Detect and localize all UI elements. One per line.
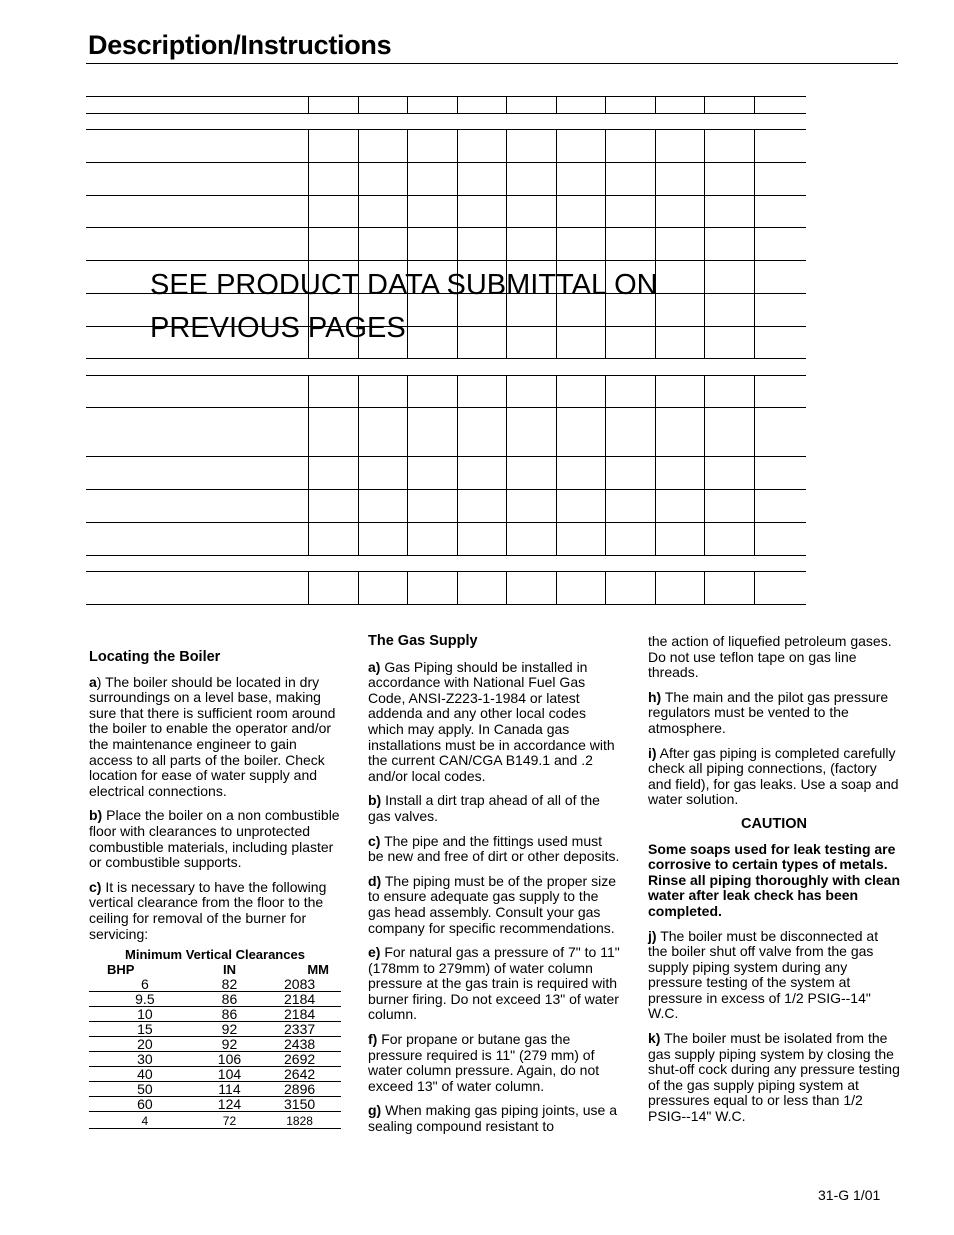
cell-bhp: 20 <box>89 1037 201 1052</box>
gas-label-d: d) <box>368 872 382 889</box>
cell-bhp: 4 <box>89 1112 201 1129</box>
column-gas-supply <box>368 634 620 1144</box>
grid-row-line <box>86 162 806 163</box>
table-row <box>89 1067 341 1082</box>
grid-column-line <box>506 571 507 604</box>
gas-paragraph-f <box>368 1032 620 1094</box>
cell-bhp: 15 <box>89 1022 201 1037</box>
cell-in: 86 <box>201 992 258 1007</box>
gas-label-k: k) <box>648 1030 661 1047</box>
gas-text-c: The pipe and the fittings used must be new and free of dirt or other deposits. <box>368 832 620 865</box>
grid-column-line <box>704 129 705 358</box>
cell-in: 114 <box>201 1082 258 1097</box>
cell-bhp: 50 <box>89 1082 201 1097</box>
grid-row-line <box>86 489 806 490</box>
table-row <box>89 1052 341 1067</box>
grid-column-line <box>556 96 557 113</box>
grid-column-line <box>655 571 656 604</box>
gas-label-i: i) <box>648 744 657 761</box>
paragraph-b <box>89 808 341 870</box>
label-b: b) <box>89 807 103 824</box>
grid-row-line <box>86 604 806 605</box>
grid-column-line <box>457 96 458 113</box>
col-header-mm: MM <box>307 962 329 978</box>
grid-column-line <box>754 571 755 604</box>
cell-mm: 2184 <box>258 992 341 1007</box>
gas-label-a: a) <box>368 658 381 675</box>
column-locating-boiler <box>89 650 341 1129</box>
grid-column-line <box>407 571 408 604</box>
gas-paragraph-j <box>648 929 900 1023</box>
grid-column-line <box>308 375 309 555</box>
grid-column-line <box>704 375 705 555</box>
table-row <box>89 1097 341 1112</box>
grid-row-line <box>86 555 806 556</box>
gas-text-f: For propane or butane gas the pressure required is 11" (279 mm) of water column pressure. Again, do not exceed 13" of water column. <box>368 1031 600 1094</box>
grid-column-line <box>754 96 755 113</box>
cell-bhp: 9.5 <box>89 992 201 1007</box>
cell-in: 86 <box>201 1007 258 1022</box>
caution-text-bold: Some soaps used for leak testing are corrosive to certain types of metals. Rinse all piping thoroughly with clean water after leak check has been completed. <box>648 840 901 919</box>
table-row <box>89 1037 341 1052</box>
grid-row-line <box>86 227 806 228</box>
gas-text-a: Gas Piping should be installed in accordance with National Fuel Gas Code, ANSI-Z223-1-1984 or latest addenda and any other local codes which may apply. In Canada gas installations must be in accordance with the current CAN/CGA B149.1 and .2 and/or local codes. <box>368 658 615 784</box>
watermark-line-2: PREVIOUS PAGES <box>150 312 406 344</box>
gas-paragraph-c <box>368 834 620 865</box>
cell-mm: 2896 <box>258 1082 341 1097</box>
table-row <box>89 1022 341 1037</box>
cell-mm: 2184 <box>258 1007 341 1022</box>
page-footer: 31-G 1/01 <box>818 1187 881 1203</box>
gas-paragraph-e <box>368 945 620 1023</box>
clearance-table <box>89 948 341 1129</box>
grid-column-line <box>556 375 557 555</box>
column-gas-supply-continued <box>648 634 900 1134</box>
gas-label-f: f) <box>368 1031 378 1048</box>
gas-paragraph-i <box>648 746 900 808</box>
page-title: Description/Instructions <box>88 30 392 60</box>
gas-paragraph-d <box>368 874 620 936</box>
title-rule <box>86 63 898 64</box>
cell-in: 72 <box>201 1112 258 1129</box>
gas-label-b: b) <box>368 792 382 809</box>
cell-mm: 3150 <box>258 1097 341 1112</box>
cell-mm: 2692 <box>258 1052 341 1067</box>
caution-text <box>648 842 900 920</box>
cell-in: 92 <box>201 1037 258 1052</box>
grid-column-line <box>358 96 359 113</box>
watermark-notice <box>150 264 658 350</box>
table-row <box>89 992 341 1007</box>
table-row <box>89 1007 341 1022</box>
grid-column-line <box>506 96 507 113</box>
grid-row-line <box>86 195 806 196</box>
section-heading-gas-supply: The Gas Supply <box>368 633 478 649</box>
grid-column-line <box>358 375 359 555</box>
gas-label-h: h) <box>648 688 662 705</box>
grid-column-line <box>655 96 656 113</box>
cell-bhp: 10 <box>89 1007 201 1022</box>
gas-paragraph-b <box>368 793 620 824</box>
cell-bhp: 60 <box>89 1097 201 1112</box>
watermark-line-1: SEE PRODUCT DATA SUBMITTAL ON <box>150 269 658 301</box>
grid-row-line <box>86 358 806 359</box>
grid-row-line <box>86 129 806 130</box>
table-row <box>89 1112 341 1129</box>
cell-in: 106 <box>201 1052 258 1067</box>
cell-bhp: 6 <box>89 977 201 992</box>
grid-column-line <box>704 96 705 113</box>
cell-bhp: 40 <box>89 1067 201 1082</box>
cell-mm: 2337 <box>258 1022 341 1037</box>
clearance-table-caption: Minimum Vertical Clearances <box>125 947 305 963</box>
grid-column-line <box>754 129 755 358</box>
text-b: Place the boiler on a non combustible floor with clearances to unprotected combustible materials, including plaster or combustible supports. <box>89 807 340 871</box>
grid-row-line <box>86 571 806 572</box>
grid-column-line <box>506 375 507 555</box>
grid-row-line <box>86 260 806 261</box>
label-c: c) <box>89 878 102 895</box>
cell-in: 92 <box>201 1022 258 1037</box>
cell-mm: 1828 <box>258 1112 341 1129</box>
gas-paragraph-h <box>648 690 900 737</box>
grid-row-line <box>86 407 806 408</box>
cell-bhp: 30 <box>89 1052 201 1067</box>
grid-column-line <box>655 375 656 555</box>
blank-spec-grid <box>86 96 806 605</box>
gas-label-e: e) <box>368 944 381 961</box>
gas-paragraph-g-continued: the action of liquefied petroleum gases. Do not use teflon tape on gas line threads. <box>648 633 892 681</box>
gas-label-j: j) <box>648 927 657 944</box>
cell-mm: 2083 <box>258 977 341 992</box>
gas-text-k: The boiler must be isolated from the gas supply piping system by closing the shut-off cock during any pressure testing of the gas supply piping system at pressures equal to or less than 1/2 PSIG--14" W.C. <box>648 1030 900 1125</box>
grid-column-line <box>457 571 458 604</box>
gas-text-g: When making gas piping joints, use a sealing compound resistant to <box>368 1102 618 1135</box>
col-header-in: IN <box>222 962 236 978</box>
cell-mm: 2642 <box>258 1067 341 1082</box>
cell-mm: 2438 <box>258 1037 341 1052</box>
table-row <box>89 1082 341 1097</box>
grid-row-line <box>86 522 806 523</box>
grid-column-line <box>457 375 458 555</box>
gas-text-h: The main and the pilot gas pressure regulators must be vented to the atmosphere. <box>648 688 889 736</box>
grid-row-line <box>86 375 806 376</box>
grid-column-line <box>605 96 606 113</box>
grid-column-line <box>308 96 309 113</box>
gas-paragraph-g <box>368 1103 620 1134</box>
section-heading-locating: Locating the Boiler <box>89 649 221 665</box>
grid-column-line <box>605 571 606 604</box>
gas-text-j: The boiler must be disconnected at the boiler shut off valve from the gas supply piping system during any pressure testing of the system at pressure in excess of 1/2 PSIG--14" W.C. <box>648 927 879 1022</box>
grid-column-line <box>407 375 408 555</box>
grid-column-line <box>308 571 309 604</box>
grid-column-line <box>754 375 755 555</box>
grid-row-line <box>86 456 806 457</box>
cell-in: 104 <box>201 1067 258 1082</box>
cell-in: 82 <box>201 977 258 992</box>
grid-column-line <box>407 96 408 113</box>
paragraph-c <box>89 880 341 942</box>
gas-text-d: The piping must be of the proper size to ensure adequate gas supply to the gas head assembly. Consult your gas company for specific recommendations. <box>368 872 616 936</box>
grid-column-line <box>556 571 557 604</box>
grid-row-line <box>86 96 806 97</box>
gas-label-g: g) <box>368 1102 382 1119</box>
text-c: It is necessary to have the following vertical clearance from the floor to the ceiling for removal of the burner for servicing: <box>89 878 327 942</box>
gas-label-c: c) <box>368 832 381 849</box>
text-a: ) The boiler should be located in dry surroundings on a level base, making sure that there is sufficient room around the boiler to enable the operator and/or the maintenance engineer to gain access to all parts of the boiler. Check location for ease of water supply and electrical connections. <box>89 673 336 799</box>
grid-column-line <box>605 375 606 555</box>
gas-paragraph-k <box>648 1031 900 1125</box>
gas-text-b: Install a dirt trap ahead of all of the gas valves. <box>368 792 600 824</box>
grid-column-line <box>358 571 359 604</box>
gas-text-i: After gas piping is completed carefully check all piping connections, (factory and field), for gas leaks. Use a soap and water solution. <box>648 744 899 808</box>
gas-text-e: For natural gas a pressure of 7" to 11" (178mm to 279mm) of water column pressure at the gas train is required with burner firing. Do not exceed 13" of water column. <box>368 944 620 1023</box>
grid-row-line <box>86 113 806 114</box>
label-a: a <box>89 673 97 690</box>
cell-in: 124 <box>201 1097 258 1112</box>
paragraph-a <box>89 675 341 800</box>
grid-column-line <box>704 571 705 604</box>
gas-paragraph-a <box>368 660 620 785</box>
table-row <box>89 977 341 992</box>
col-header-bhp: BHP <box>107 962 135 978</box>
caution-heading: CAUTION <box>740 815 808 832</box>
